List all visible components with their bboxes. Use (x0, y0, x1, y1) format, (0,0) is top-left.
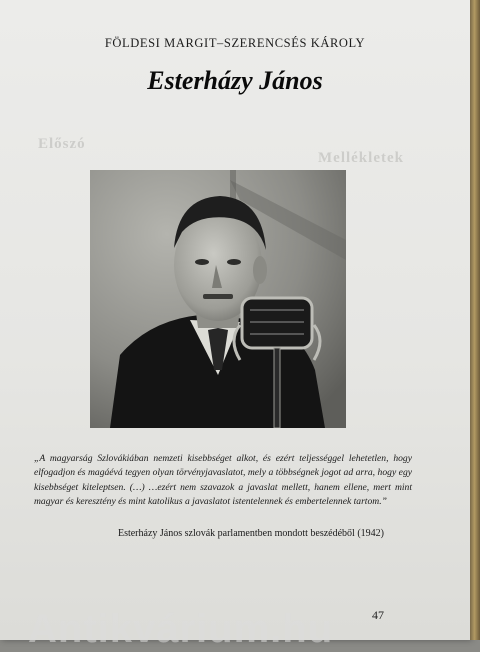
page-number: 47 (372, 608, 384, 622)
watermark-text: Antikvárium.hu (28, 607, 334, 651)
bleed-through-text: Előszó (38, 136, 86, 152)
book-title: Esterházy János (147, 66, 323, 95)
book-spine (470, 0, 480, 640)
quote-text: „A magyarság Szlovákiában nemzeti kisebbséget alkot, és ezért teljességgel lehetetlen, hogy elfogadjon és magáévá tegyen olyan törvényjavaslatot, mely a többségnek jogot ad arra, hogy egy kisebbséget kiteleptsen. (…) …ezért nem szavazok a javaslat mellett, hanem ellene, mert mint magyar és keresztény és mint katolikus a javaslatot istentelennek és embertelennek tartom.” (34, 453, 412, 507)
bleed-through-text: Mellékletek (318, 150, 404, 166)
quote-attribution: Esterházy János szlovák parlamentben mondott beszédéből (1942) (117, 528, 384, 539)
portrait-photo (90, 170, 346, 428)
authors: FÖLDESI MARGIT–SZERENCSÉS KÁROLY (104, 36, 366, 50)
